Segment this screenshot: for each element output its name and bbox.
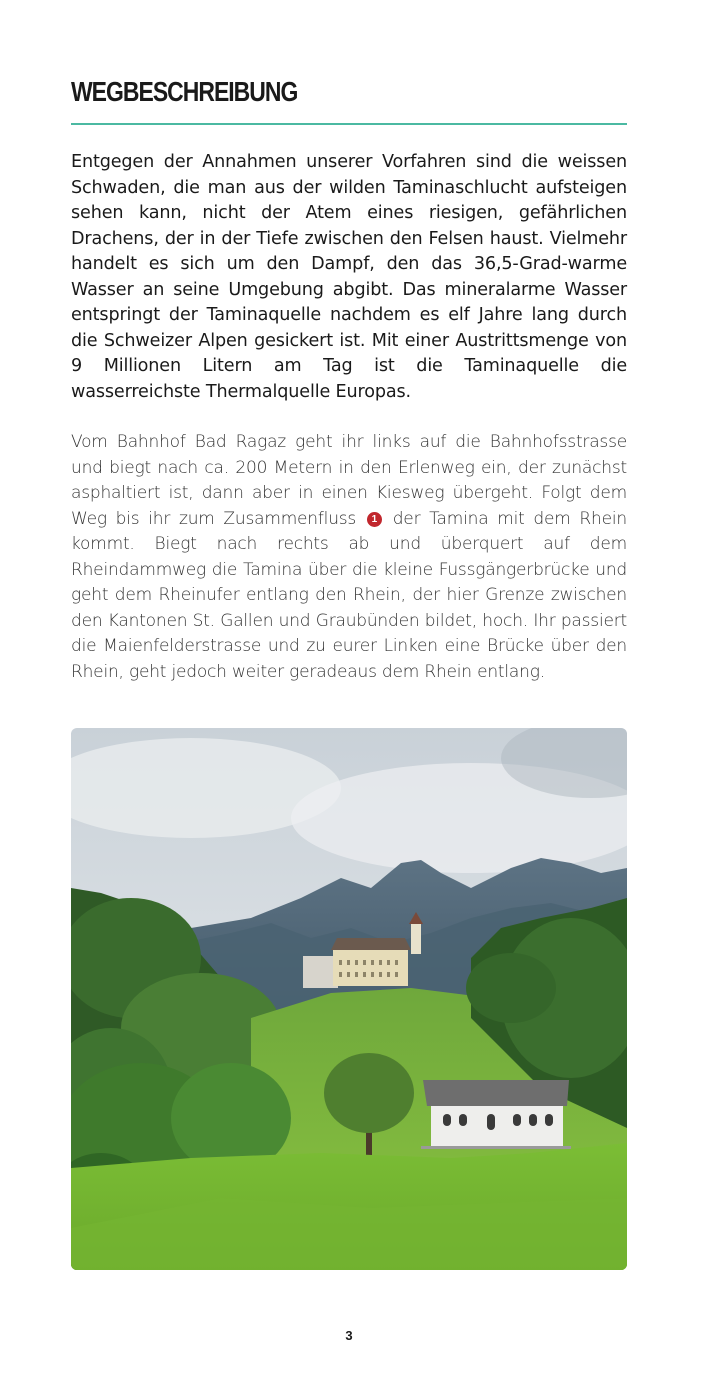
church-tower bbox=[411, 924, 421, 954]
heading-divider bbox=[71, 123, 627, 125]
farmhouse-roof bbox=[423, 1080, 569, 1106]
directions-paragraph bbox=[71, 430, 627, 685]
farmhouse-wall bbox=[431, 1106, 563, 1146]
monastery-wing bbox=[303, 956, 338, 988]
page-number: 3 bbox=[345, 1328, 353, 1343]
landscape-illustration bbox=[71, 728, 627, 1270]
intro-paragraph: Entgegen der Annahmen unserer Vorfahren sind die weissen Schwaden, die man aus der wilden Taminaschlucht aufsteigen sehen kann, nicht der Atem eines riesigen, gefährlichen Drachens, der in der Tiefe zwischen den Felsen haust. Vielmehr handelt es sich um den Dampf, den das 36,5-Grad-warme Wasser an seine Umgebung abgibt. Das mineralarme Wasser entspringt der Taminaquelle nachdem es elf Jahre lang durch die Schweizer Alpen gesickert ist. Mit einer Austrittsmenge von 9 Millionen Litern am Tag ist die Taminaquelle die wasserreichste Thermalquelle Europas. bbox=[71, 152, 627, 402]
monastery-main bbox=[333, 950, 408, 986]
monastery-roof bbox=[331, 938, 411, 950]
fence bbox=[421, 1146, 571, 1149]
center-tree bbox=[324, 1053, 414, 1133]
landscape-photo bbox=[71, 728, 627, 1270]
waypoint-marker: 1 bbox=[367, 512, 382, 527]
tree-cluster bbox=[466, 953, 556, 1023]
directions-text-part-1: Vom Bahnhof Bad Ragaz geht ihr links auf die Bahnhofsstrasse und biegt nach ca. 200 Metern in den Erlenweg ein, der zunächst asphaltiert ist, dann aber in einen Kiesweg übergeht. Folgt dem Weg bis ihr zum Zusammenfluss bbox=[71, 432, 627, 529]
directions-text-part-2: der Tamina mit dem Rhein kommt. Biegt nach rechts ab und überquert auf dem Rheindammweg die Tamina über die kleine Fussgängerbrücke und geht dem Rheinufer entlang den Rhein, der hier Grenze zwischen den Kantonen St. Gallen und Graubünden bildet, hoch. Ihr passiert die Maienfelderstrasse und zu eurer Linken eine Brücke über den Rhein, geht jedoch weiter geradeaus dem Rhein entlang. bbox=[71, 508, 627, 682]
section-heading: WEGBESCHREIBUNG bbox=[71, 76, 298, 107]
